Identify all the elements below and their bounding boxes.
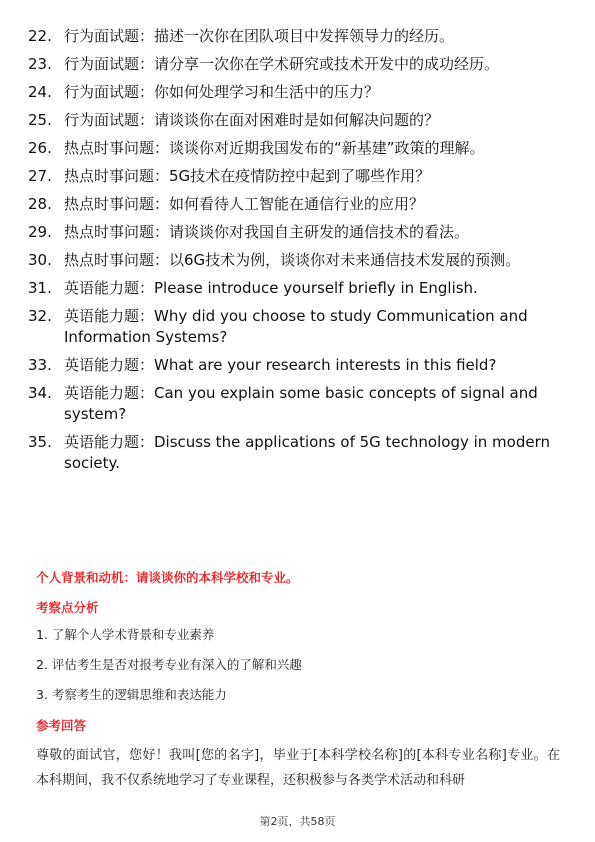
list-item: 2. 评估考生是否对报考专业有深入的了解和兴趣 bbox=[36, 657, 302, 672]
list-item bbox=[28, 82, 558, 103]
question-text: 英语能力题：Can you explain some basic concepts of signal and system? bbox=[64, 384, 538, 423]
question-text: 英语能力题：What are your research interests in this field? bbox=[64, 356, 497, 374]
question-number: 34. bbox=[28, 384, 52, 402]
question-list bbox=[28, 26, 558, 481]
analysis-heading: 考察点分析 bbox=[36, 600, 99, 615]
list-item: 3. 考察考生的逻辑思维和表达能力 bbox=[36, 687, 227, 702]
list-item bbox=[28, 110, 558, 131]
list-item bbox=[28, 250, 558, 271]
list-item bbox=[28, 432, 558, 474]
question-text: 行为面试题：描述一次你在团队项目中发挥领导力的经历。 bbox=[64, 27, 455, 45]
page-footer: 第2页，共58页 bbox=[259, 815, 336, 828]
question-text: 行为面试题：请谈谈你在面对困难时是如何解决问题的？ bbox=[64, 111, 440, 129]
question-text: 热点时事问题：以6G技术为例，谈谈你对未来通信技术发展的预测。 bbox=[64, 251, 521, 269]
list-item bbox=[28, 138, 558, 159]
list-item: 1. 了解个人学术背景和专业素养 bbox=[36, 627, 215, 642]
question-number: 35. bbox=[28, 433, 52, 451]
question-number: 33. bbox=[28, 356, 52, 374]
featured-question-heading: 个人背景和动机：请谈谈你的本科学校和专业。 bbox=[36, 570, 299, 585]
list-item bbox=[28, 54, 558, 75]
question-number: 23. bbox=[28, 55, 52, 73]
list-item bbox=[28, 278, 558, 299]
question-text: 热点时事问题：5G技术在疫情防控中起到了哪些作用？ bbox=[64, 167, 431, 185]
question-number: 26. bbox=[28, 139, 52, 157]
question-text: 行为面试题：你如何处理学习和生活中的压力？ bbox=[64, 83, 380, 101]
question-number: 29. bbox=[28, 223, 52, 241]
list-item bbox=[28, 194, 558, 215]
question-text: 英语能力题：Please introduce yourself briefly in English. bbox=[64, 279, 478, 297]
question-number: 32. bbox=[28, 307, 52, 325]
question-number: 24. bbox=[28, 83, 52, 101]
question-text: 热点时事问题：谈谈你对近期我国发布的“新基建”政策的理解。 bbox=[64, 139, 485, 157]
list-item bbox=[28, 355, 558, 376]
list-item bbox=[28, 166, 558, 187]
list-item bbox=[28, 222, 558, 243]
question-text: 行为面试题：请分享一次你在学术研究或技术开发中的成功经历。 bbox=[64, 55, 500, 73]
question-text: 英语能力题：Why did you choose to study Communication and Information Systems? bbox=[64, 307, 528, 346]
list-item bbox=[28, 26, 558, 47]
question-text: 热点时事问题：如何看待人工智能在通信行业的应用？ bbox=[64, 195, 425, 213]
list-item bbox=[28, 306, 558, 348]
question-number: 30. bbox=[28, 251, 52, 269]
question-number: 25. bbox=[28, 111, 52, 129]
question-text: 热点时事问题：请谈谈你对我国自主研发的通信技术的看法。 bbox=[64, 223, 470, 241]
question-number: 27. bbox=[28, 167, 52, 185]
answer-paragraph: 尊敬的面试官，您好！我叫[您的名字]，毕业于[本科学校名称]的[本科专业名称]专业。在本科期间，我不仅系统地学习了专业课程，还积极参与各类学术活动和科研 bbox=[36, 748, 560, 788]
question-text: 英语能力题：Discuss the applications of 5G technology in modern society. bbox=[64, 433, 551, 472]
list-item bbox=[28, 383, 558, 425]
question-number: 28. bbox=[28, 195, 52, 213]
analysis-points bbox=[36, 626, 556, 716]
question-number: 31. bbox=[28, 279, 52, 297]
answer-heading: 参考回答 bbox=[36, 718, 87, 733]
question-number: 22. bbox=[28, 27, 52, 45]
